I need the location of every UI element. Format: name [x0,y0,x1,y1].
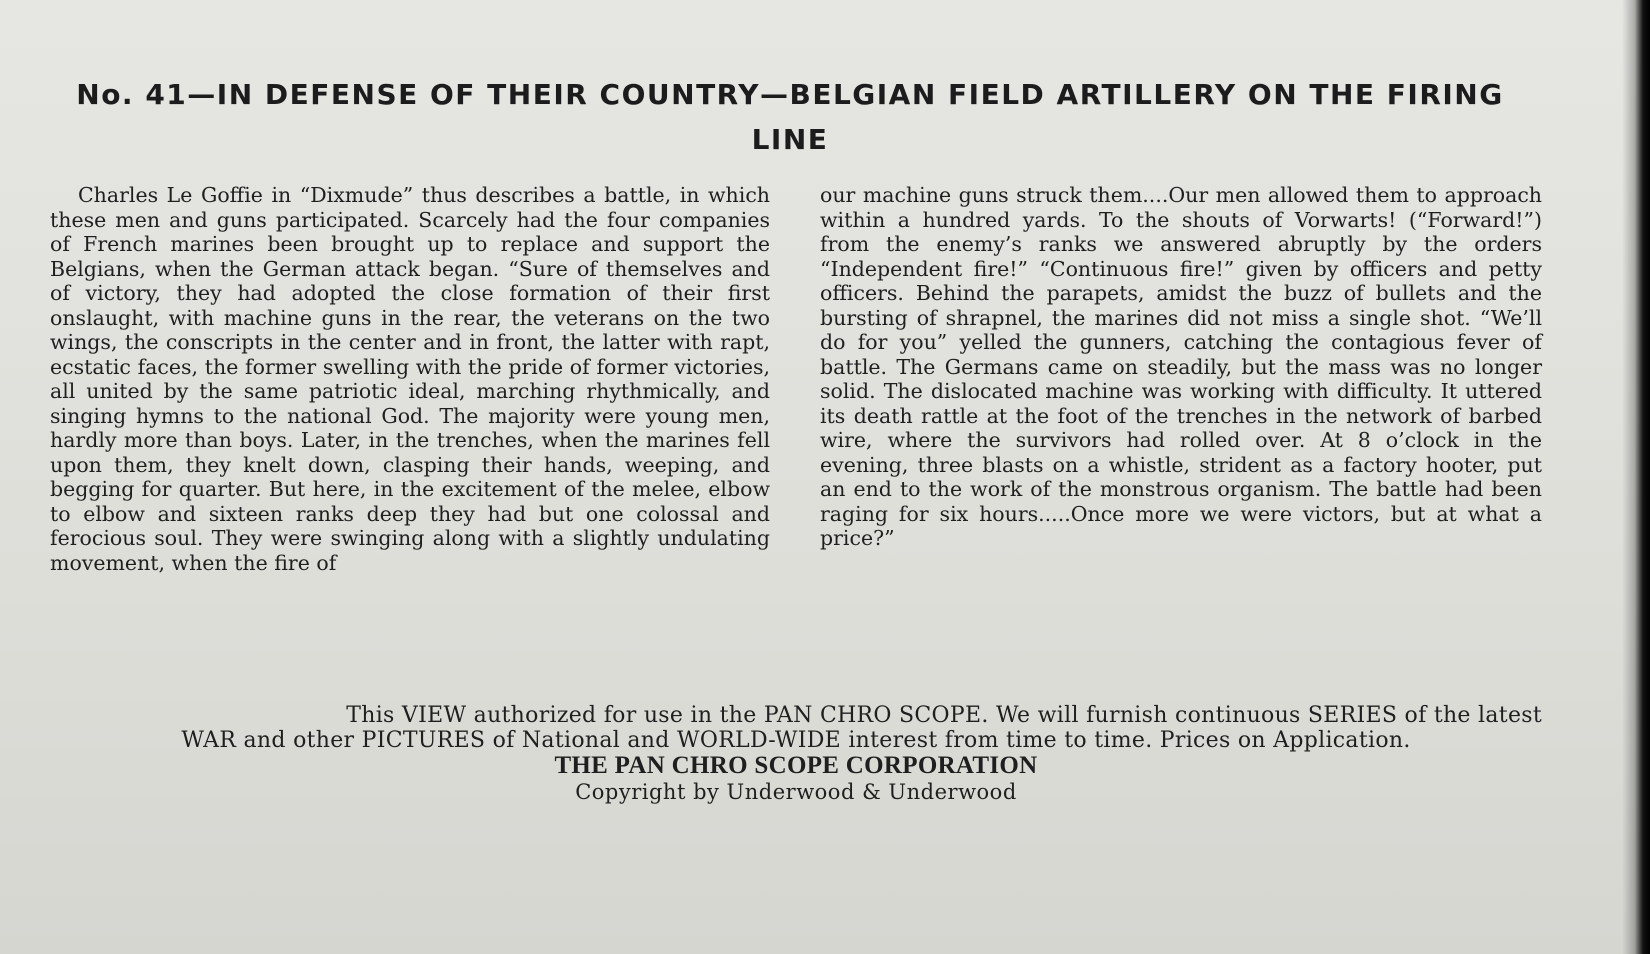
footer-series-line: WAR and other PICTURES of National and WORLD-WIDE interest from time to time. Prices on Application. [181,728,1411,753]
publisher-footer [50,703,1542,806]
card-edge-shadow [1622,0,1650,954]
footer-copyright: Copyright by Underwood & Underwood [575,780,1017,804]
body-text-left-column: Charles Le Goffie in “Dixmude” thus describes a battle, in which these men and guns participated. Scarcely had the four companies of French marines been brought up to replace and support the Belgians, when the German attack began. “Sure of themselves and of victory, they had adopted the close formation of their first onslaught, with machine guns in the rear, the veterans on the two wings, the conscripts in the center and in front, the latter with rapt, ecstatic faces, the former swelling with the pride of former victories, all united by the same patriotic ideal, marching rhythmically, and singing hymns to the national God. The majority were young men, hardly more than boys. Later, in the trenches, when the marines fell upon them, they knelt down, clasping their hands, weeping, and begging for quarter. But here, in the excitement of the melee, elbow to elbow and sixteen ranks deep they had but one colossal and ferocious soul. They were swinging along with a slightly undulating movement, when the fire of [50,183,770,575]
footer-corporation-name: THE PAN CHRO SCOPE CORPORATION [554,752,1038,779]
body-text-right-column: our machine guns struck them....Our men allowed them to approach within a hundred yards. To the shouts of Vorwarts! (“Forward!”) from the enemy’s ranks we answered abruptly by the orders “Independent fire!” “Continuous fire!” given by officers and petty officers. Behind the parapets, amidst the buzz of bullets and the bursting of shrapnel, the marines did not miss a single shot. “We’ll do for you” yelled the gunners, catching the contagious fever of battle. The Germans came on steadily, but the mass was no longer solid. The dislocated machine was working with difficulty. It uttered its death rattle at the foot of the trenches in the network of barbed wire, where the survivors had rolled over. At 8 o’clock in the evening, three blasts on a whistle, strident as a factory hooter, put an end to the work of the monstrous organism. The battle had been raging for six hours.....Once more we were victors, but at what a price?” [820,183,1542,550]
card-title: No. 41—IN DEFENSE OF THEIR COUNTRY—BELGIAN FIELD ARTILLERY ON THE FIRING LINE [76,78,1504,156]
footer-authorization-line: This VIEW authorized for use in the PAN CHRO SCOPE. We will furnish continuous SERIES of the latest [346,703,1542,728]
